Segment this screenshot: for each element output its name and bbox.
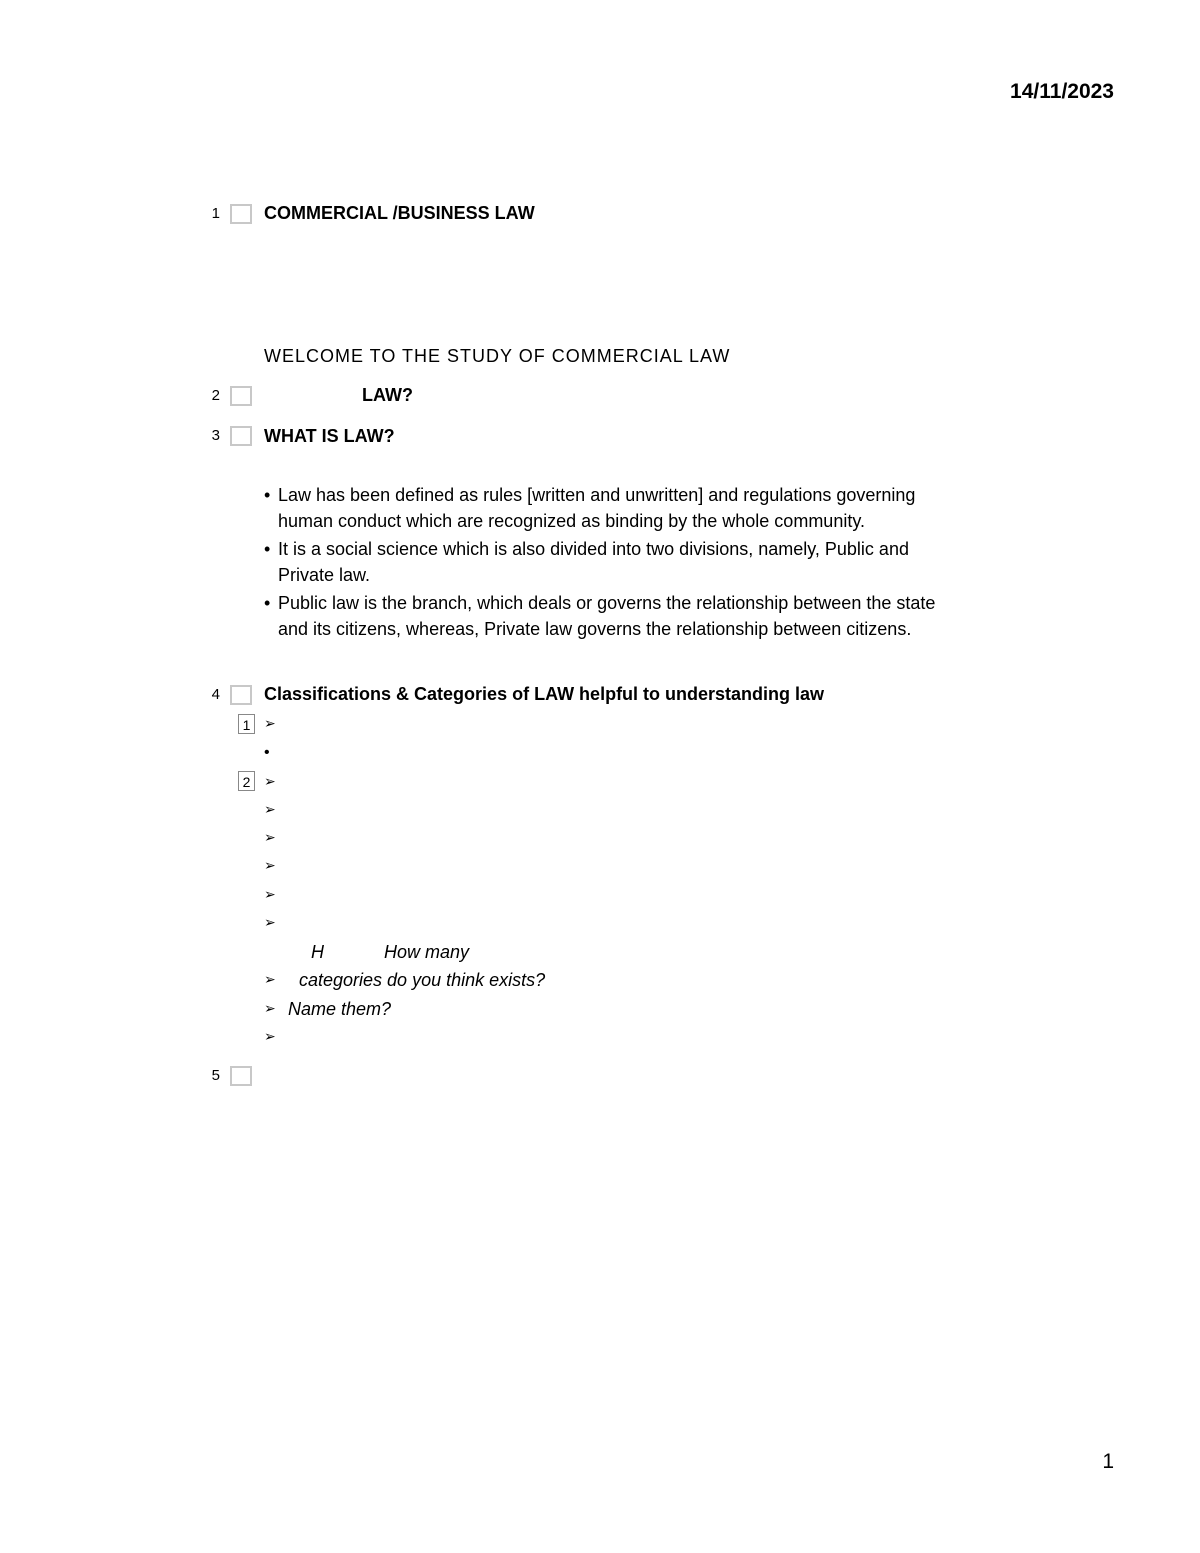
slide-thumbnail-5[interactable] bbox=[230, 1066, 252, 1086]
bullet-line: It is a social science which is also divided into two divisions, namely, Public and bbox=[278, 539, 909, 559]
arrow-bullet-icon: ➢ bbox=[264, 829, 276, 845]
text-h: H bbox=[311, 942, 324, 962]
arrow-bullet-icon: ➢ bbox=[264, 1028, 276, 1044]
arrow-bullet-icon: ➢ bbox=[264, 914, 276, 930]
bullet-line: Public law is the branch, which deals or governs the relationship between the state bbox=[278, 593, 936, 613]
arrow-bullet-icon: ➢ bbox=[264, 1000, 276, 1016]
bullet-list bbox=[264, 482, 994, 642]
arrow-bullet-icon: ➢ bbox=[264, 886, 276, 902]
outline-level-1: 1 bbox=[238, 714, 255, 734]
slide-1-subtitle: WELCOME TO THE STUDY OF COMMERCIAL LAW bbox=[264, 346, 731, 366]
bullet-dot-icon: • bbox=[264, 744, 270, 761]
text-name-them: Name them? bbox=[288, 999, 392, 1019]
slide-number-3: 3 bbox=[211, 427, 220, 444]
arrow-bullet-icon: ➢ bbox=[264, 773, 276, 789]
text-categories-question: categories do you think exists? bbox=[299, 970, 546, 990]
bullet-item bbox=[264, 590, 994, 642]
slide-thumbnail-2[interactable] bbox=[230, 386, 252, 406]
bullet-item bbox=[264, 482, 994, 534]
bullet-line: and its citizens, whereas, Private law governs the relationship between citizens. bbox=[278, 619, 912, 639]
bullet-dot-icon: • bbox=[264, 539, 271, 559]
document-date: 14/11/2023 bbox=[1010, 80, 1114, 103]
page-number: 1 bbox=[1102, 1450, 1114, 1473]
text-how-many: How many bbox=[384, 942, 470, 962]
bullet-line: Law has been defined as rules [written and unwritten] and regulations governing bbox=[278, 485, 916, 505]
arrow-bullet-icon: ➢ bbox=[264, 857, 276, 873]
slide-thumbnail-3[interactable] bbox=[230, 426, 252, 446]
slide-thumbnail-1[interactable] bbox=[230, 204, 252, 224]
outline-level-2: 2 bbox=[238, 771, 255, 791]
arrow-bullet-icon: ➢ bbox=[264, 801, 276, 817]
arrow-bullet-icon: ➢ bbox=[264, 971, 276, 987]
slide-4-title: Classifications & Categories of LAW helpful to understanding law bbox=[264, 684, 825, 704]
slide-1-title: COMMERCIAL /BUSINESS LAW bbox=[264, 203, 535, 223]
slide-thumbnail-4[interactable] bbox=[230, 685, 252, 705]
bullet-dot-icon: • bbox=[264, 485, 271, 505]
bullet-line: Private law. bbox=[278, 565, 371, 585]
bullet-dot-icon: • bbox=[264, 593, 271, 613]
bullet-item bbox=[264, 536, 994, 588]
slide-2-title: LAW? bbox=[362, 385, 413, 405]
bullet-line: human conduct which are recognized as binding by the whole community. bbox=[278, 511, 865, 531]
slide-number-5: 5 bbox=[211, 1067, 220, 1084]
slide-number-4: 4 bbox=[211, 686, 220, 703]
slide-number-2: 2 bbox=[211, 387, 220, 404]
slide-3-title: WHAT IS LAW? bbox=[264, 426, 395, 446]
slide-number-1: 1 bbox=[211, 205, 220, 222]
arrow-bullet-icon: ➢ bbox=[264, 715, 276, 731]
